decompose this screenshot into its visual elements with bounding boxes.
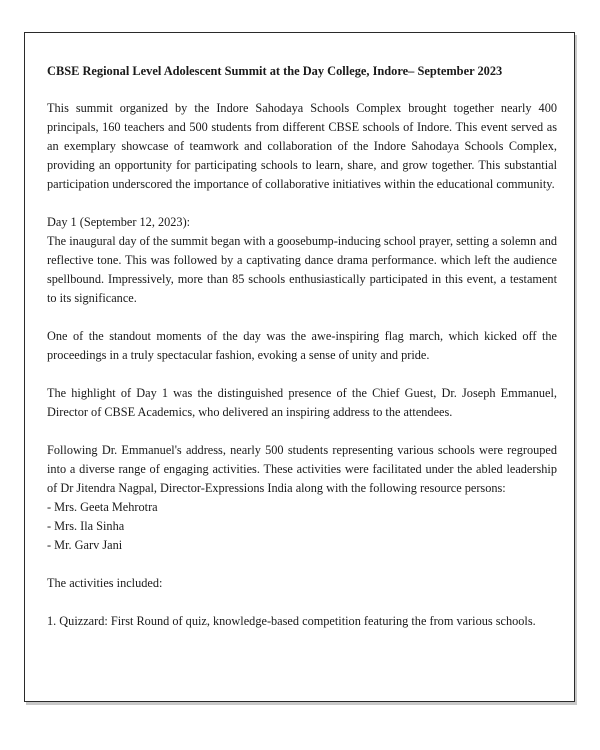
resource-person-item: - Mrs. Geeta Mehrotra bbox=[47, 500, 158, 514]
document-title: CBSE Regional Level Adolescent Summit at the Day College, Indore– September 2023 bbox=[47, 64, 503, 78]
day1-paragraph: The inaugural day of the summit began with a goosebump-inducing school prayer, setting a solemn and reflective tone. This was followed by a captivating dance drama performance. which left the audience spellbound. Impressively, more than 85 schools enthusiastically participated in this event, a testament to its significance. bbox=[47, 234, 557, 305]
resource-person-item: - Mr. Garv Jani bbox=[47, 538, 123, 552]
standout-paragraph: One of the standout moments of the day was the awe-inspiring flag march, which kicked off the proceedings in a truly spectacular fashion, evoking a sense of unity and pride. bbox=[47, 329, 557, 362]
day1-heading: Day 1 (September 12, 2023): bbox=[47, 215, 191, 229]
activity-item-1: 1. Quizzard: First Round of quiz, knowledge-based competition featuring the from various schools. bbox=[47, 614, 536, 628]
highlight-paragraph: The highlight of Day 1 was the distinguished presence of the Chief Guest, Dr. Joseph Emmanuel, Director of CBSE Academics, who delivered an inspiring address to the attendees. bbox=[47, 386, 557, 419]
intro-paragraph: This summit organized by the Indore Sahodaya Schools Complex brought together nearly 400 principals, 160 teachers and 500 students from different CBSE schools of Indore. This event served as an exemplary showcase of teamwork and collaboration of the Indore Sahodaya Schools Complex, providing an opportunity for participating schools to learn, share, and grow together. This substantial participation underscored the importance of collaborative initiatives within the educational community. bbox=[47, 101, 557, 191]
document-body bbox=[47, 62, 557, 631]
activities-paragraph: Following Dr. Emmanuel's address, nearly 500 students representing various schools were regrouped into a diverse range of engaging activities. These activities were facilitated under the abled leadership of Dr Jitendra Nagpal, Director-Expressions India along with the following resource persons: bbox=[47, 443, 557, 495]
resource-persons-list bbox=[47, 498, 557, 555]
resource-person-item: - Mrs. Ila Sinha bbox=[47, 519, 125, 533]
activities-intro: The activities included: bbox=[47, 576, 163, 590]
